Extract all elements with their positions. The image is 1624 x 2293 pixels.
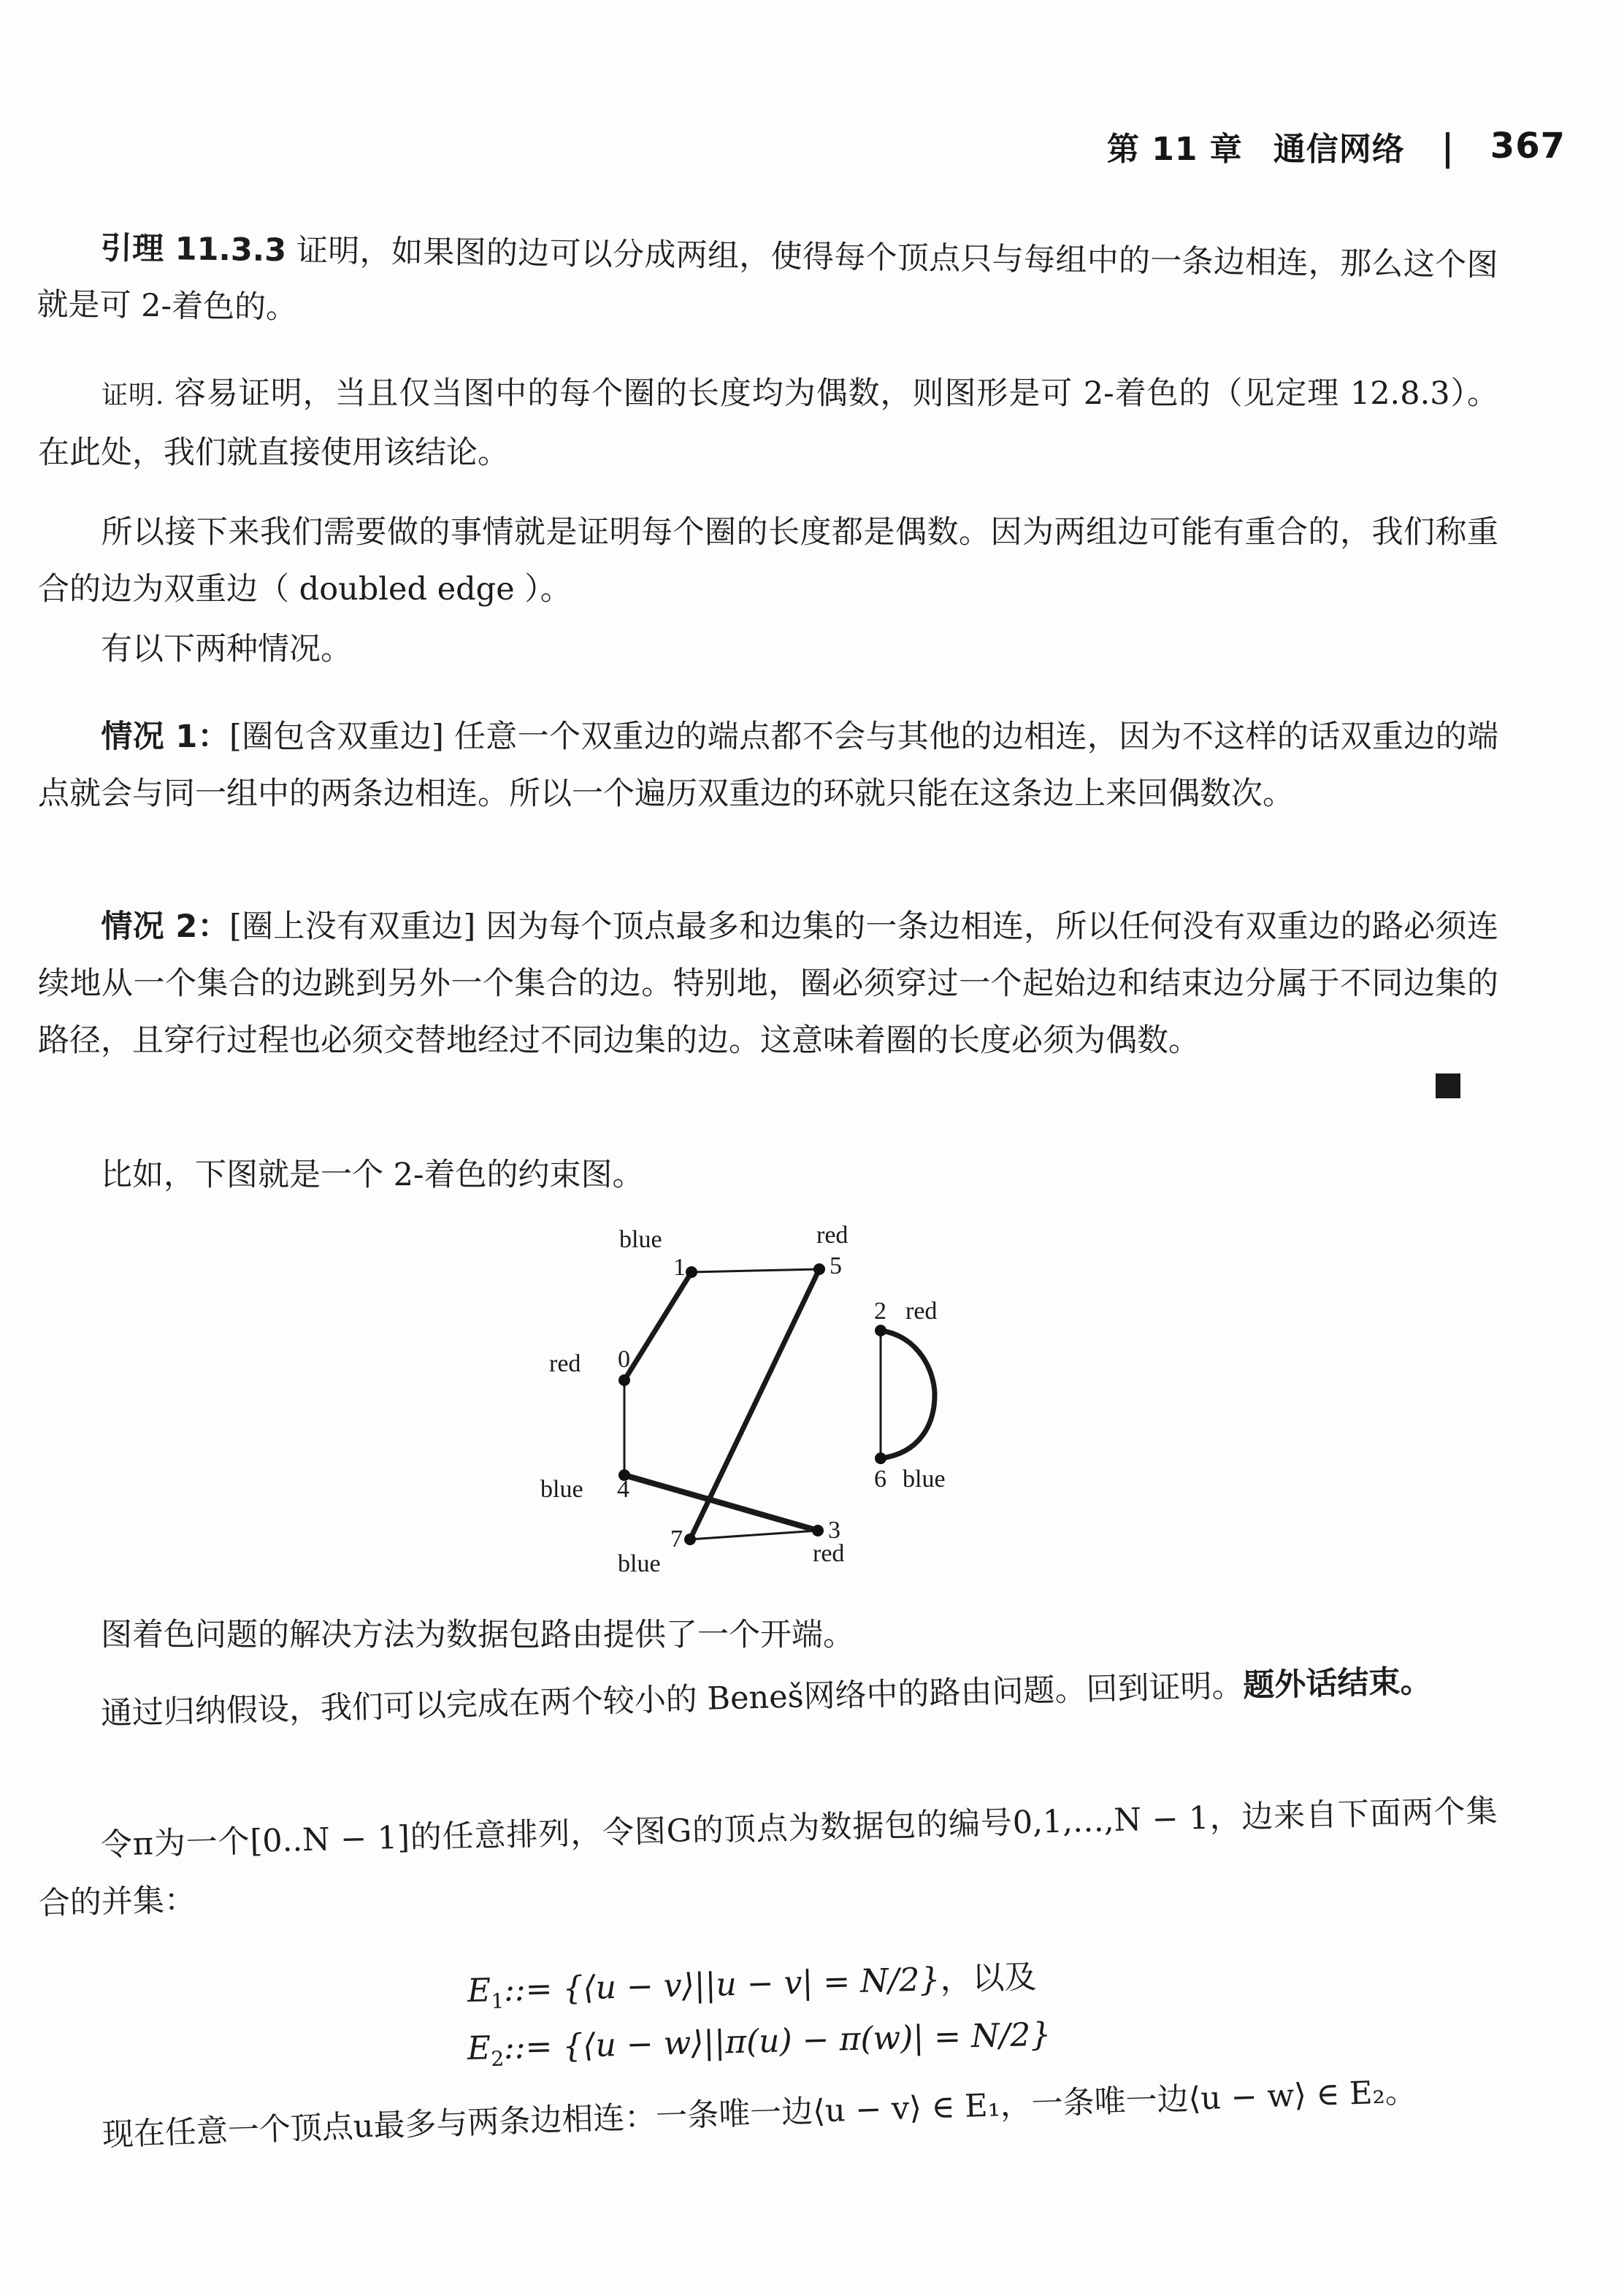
- case2-bracket: [圈上没有双重边]: [229, 908, 476, 945]
- final-text: 现在任意一个顶点u最多与两条边相连：一条唯一边⟨u − v⟩ ∈ E₁，一条唯一边⟨u − w⟩ ∈ E₂。: [102, 2073, 1417, 2154]
- running-header: [1107, 123, 1566, 169]
- color-label-7: blue: [618, 1550, 661, 1577]
- proof-label: 证明.: [101, 380, 164, 410]
- node-2: [875, 1325, 886, 1336]
- proof-text: 容易证明，当且仅当图中的每个圈的长度均为偶数，则图形是可 2-着色的（见定理 12.8.3）。在此处，我们就直接使用该结论。: [38, 375, 1498, 471]
- induction-text: 通过归纳假设，我们可以完成在两个较小的 Beneš网络中的路由问题。回到证明。: [100, 1667, 1244, 1732]
- color-label-3: red: [813, 1540, 845, 1567]
- p3-tail: （ doubled edge ）。: [258, 571, 572, 608]
- color-label-6: blue: [903, 1466, 946, 1493]
- final-paragraph: [102, 2061, 1490, 2164]
- node-label-0: 0: [618, 1346, 630, 1373]
- case2-paragraph: [38, 898, 1498, 1069]
- edge-4-3: [624, 1475, 818, 1531]
- case1-label: 情况 1：: [101, 719, 229, 755]
- aside-end: 题外话结束。: [1242, 1663, 1432, 1704]
- node-7: [684, 1534, 696, 1545]
- p3-text: 所以接下来我们需要做的事情就是证明每个圈的长度都是偶数。因为两组边可能有重合的，我们称重合的边为: [38, 514, 1498, 608]
- node-1: [686, 1266, 697, 1278]
- edge-1-5: [692, 1269, 819, 1272]
- edge-2-6-curved: [881, 1331, 935, 1458]
- case2-text: 因为每个顶点最多和边集的一条边相连，所以任何没有双重边的路必须连续地从一个集合的边跳到另外一个集合的边。特别地，圈必须穿过一个起始边和结束边分属于不同边集的路径，且穿行过程也必须交替地经过不同边集的边。这意味着圈的长度必须为偶数。: [38, 908, 1498, 1059]
- qed-square-icon: [1436, 1073, 1460, 1098]
- two-cases-intro: [38, 621, 1498, 678]
- formula-e2: $E_2::=$ {⟨u − w⟩||π(u) − π(w)| = N/2}: [467, 2016, 1052, 2072]
- constraint-graph-figure: [511, 1198, 1022, 1607]
- lemma-label: 引理 11.3.3: [100, 230, 287, 269]
- chapter-title: 通信网络: [1273, 131, 1405, 168]
- induction-paragraph: [37, 1651, 1498, 1744]
- node-label-2: 2: [874, 1298, 886, 1325]
- permutation-text: 令π为一个[0..N − 1]的任意排列，令图G的顶点为数据包的编号0,1,…,N − 1，边来自下面两个集合的并集：: [38, 1793, 1498, 1922]
- case1-text: 任意一个双重边的端点都不会与其他的边相连，因为不这样的话双重边的端点就会与同一组中的两条边相连。所以一个遍历双重边的环就只能在这条边上来回偶数次。: [38, 719, 1498, 812]
- node-label-5: 5: [830, 1252, 842, 1279]
- lemma-paragraph: [37, 219, 1498, 351]
- node-6: [875, 1452, 886, 1464]
- chapter-number: 第 11 章: [1106, 131, 1243, 168]
- edge-0-1: [624, 1272, 692, 1380]
- node-5: [813, 1263, 825, 1275]
- example-text: 比如，下图就是一个 2-着色的约束图。: [101, 1157, 644, 1193]
- node-label-4: 4: [617, 1476, 629, 1503]
- node-0: [618, 1374, 630, 1386]
- proof-paragraph: [38, 365, 1498, 481]
- color-label-4: blue: [540, 1476, 583, 1503]
- node-3: [812, 1525, 824, 1536]
- p4-text: 有以下两种情况。: [101, 631, 352, 667]
- example-paragraph: [38, 1146, 1498, 1203]
- after-figure-paragraph: [38, 1607, 1498, 1664]
- header-separator: [1446, 132, 1449, 169]
- node-label-3: 3: [828, 1517, 840, 1544]
- color-label-2: red: [905, 1298, 938, 1325]
- case1-bracket: [圈包含双重边]: [229, 719, 444, 755]
- page-number: 367: [1490, 126, 1566, 166]
- doubled-edge-term: 双重边: [164, 571, 258, 608]
- permutation-paragraph: [37, 1783, 1499, 1932]
- color-label-0: red: [549, 1350, 581, 1377]
- after-figure-text: 图着色问题的解决方法为数据包路由提供了一个开端。: [101, 1617, 854, 1653]
- lemma-text: 证明，如果图的边可以分成两组，使得每个顶点只与每组中的一条边相连，那么这个图就是可 2-着色的。: [37, 232, 1498, 326]
- node-label-6: 6: [874, 1466, 886, 1493]
- edge-7-3: [690, 1531, 818, 1539]
- color-label-5: red: [816, 1222, 849, 1249]
- node-label-1: 1: [673, 1254, 686, 1281]
- case2-label: 情况 2：: [101, 908, 229, 945]
- node-label-7: 7: [670, 1526, 683, 1553]
- case1-paragraph: [38, 708, 1498, 822]
- color-label-1: blue: [619, 1226, 662, 1253]
- formula-e1: $E_1::=$ {⟨u − v⟩||u − v| = N/2}，以及: [467, 1958, 1037, 2014]
- doubled-edge-paragraph: [38, 504, 1498, 618]
